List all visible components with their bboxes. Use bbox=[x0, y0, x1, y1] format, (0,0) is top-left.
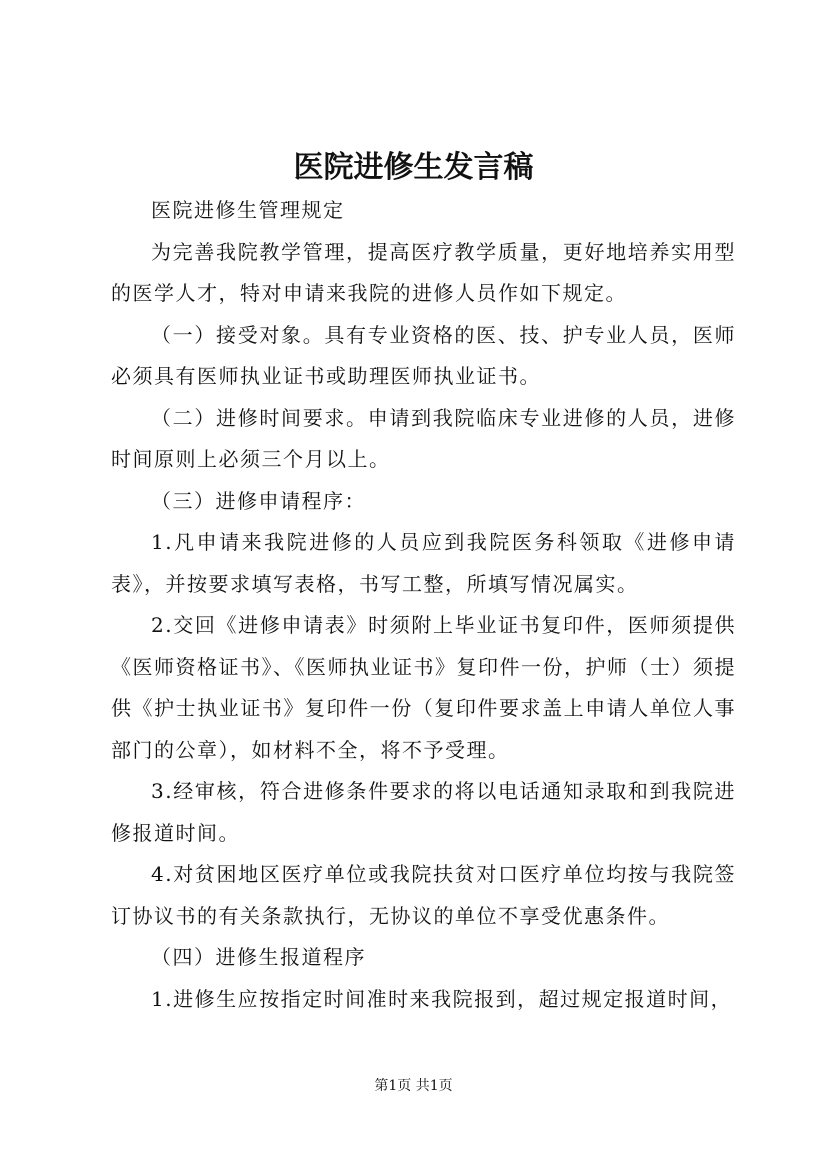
paragraph-section-2: （二）进修时间要求。申请到我院临床专业进修的人员，进修时间原则上必须三个月以上。 bbox=[111, 405, 736, 471]
paragraph-section-3-heading: （三）进修申请程序： bbox=[151, 488, 366, 513]
document-title: 医院进修生发言稿 bbox=[293, 150, 534, 185]
paragraph-section-1: （一）接受对象。具有专业资格的医、技、护专业人员，医师必须具有医师执业证书或助理医师执业证书。 bbox=[111, 322, 736, 388]
paragraph-section-4-heading: （四）进修生报道程序 bbox=[151, 945, 366, 969]
paragraph-intro: 为完善我院教学管理，提高医疗教学质量，更好地培养实用型的医学人才，特对申请来我院的进修人员作如下规定。 bbox=[111, 239, 736, 305]
document-body bbox=[111, 190, 736, 1020]
page-footer: 第1页 共1页 bbox=[374, 1078, 453, 1094]
paragraph-section-4-item-1: 1.进修生应按指定时间准时来我院报到，超过规定报道时间， bbox=[151, 986, 733, 1011]
paragraph-item-3: 3.经审核，符合进修条件要求的将以电话通知录取和到我院进修报道时间。 bbox=[111, 779, 736, 845]
paragraph-item-1: 1.凡申请来我院进修的人员应到我院医务科领取《进修申请表》，并按要求填写表格，书写工整，所填写情况属实。 bbox=[111, 530, 736, 596]
paragraph-item-2: 2.交回《进修申请表》时须附上毕业证书复印件，医师须提供《医师资格证书》、《医师执业证书》复印件一份，护师（士）须提供《护士执业证书》复印件一份（复印件要求盖上申请人单位人事部门的公章），如材料不全，将不予受理。 bbox=[111, 613, 736, 762]
paragraph-item-4: 4.对贫困地区医疗单位或我院扶贫对口医疗单位均按与我院签订协议书的有关条款执行，无协议的单位不享受优惠条件。 bbox=[111, 862, 736, 928]
paragraph-subtitle: 医院进修生管理规定 bbox=[151, 198, 345, 222]
